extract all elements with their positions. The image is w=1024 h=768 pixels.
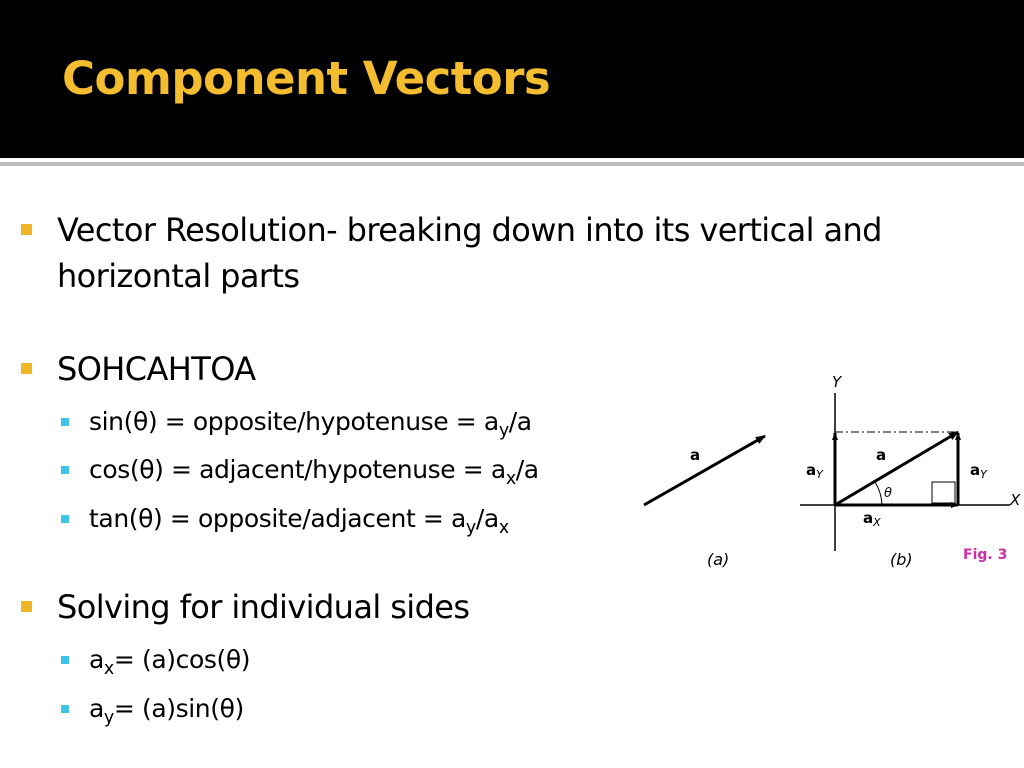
right-angle-marker [932, 482, 955, 503]
theta-label: θ [884, 486, 892, 501]
ay-left-sub: Y [816, 468, 823, 481]
tan-formula-subscript-1: y [465, 518, 476, 539]
subbullet-ax [89, 644, 251, 680]
tan-formula-text: tan(θ) = opposite/adjacent = a [89, 504, 466, 533]
subbullet-square-icon [61, 418, 69, 426]
vector-a-arrow [644, 436, 765, 505]
subbullet-cos [89, 454, 539, 490]
title-divider [0, 162, 1024, 166]
subbullet-square-icon [61, 705, 69, 713]
bullet-text-line2: horizontal parts [57, 257, 300, 295]
cos-formula-subscript: x [505, 469, 516, 490]
vector-diagram [640, 365, 1024, 580]
ay-right-sub: Y [980, 468, 987, 481]
vector-components-figure [640, 365, 1024, 580]
bullet-square-icon [21, 224, 32, 235]
slide-title: Component Vectors [62, 52, 551, 105]
theta-angle-arc [875, 482, 882, 505]
bullet-text: SOHCAHTOA [57, 350, 256, 388]
caption-a: (a) [707, 550, 730, 569]
ay-formula-text: a [89, 694, 104, 723]
sin-formula-text: sin(θ) = opposite/hypotenuse = a [89, 407, 499, 436]
subbullet-square-icon [61, 656, 69, 664]
title-band [0, 0, 1024, 158]
x-axis-label: X [1010, 491, 1021, 509]
tan-formula-mid: /a [475, 504, 499, 533]
tan-formula-subscript-2: x [498, 518, 509, 539]
ax-sub: X [873, 516, 881, 529]
ax-formula-text: a [89, 645, 104, 674]
ay-left-main: a [806, 461, 817, 479]
sin-formula-tail: /a [508, 407, 532, 436]
subbullet-sin [89, 406, 532, 442]
bullet-square-icon [21, 363, 32, 374]
bullet-text: Solving for individual sides [57, 588, 470, 626]
y-axis-label: Y [832, 373, 842, 391]
bullet-square-icon [21, 601, 32, 612]
bullet-vector-resolution-cont [57, 253, 299, 299]
bullet-sohcahtoa [57, 346, 256, 392]
vector-a-b-label: a [876, 446, 887, 464]
subbullet-ay [89, 693, 244, 729]
ay-right-label [970, 461, 988, 481]
fig-label: Fig. 3 [963, 547, 1008, 563]
caption-b: (b) [890, 550, 913, 569]
subbullet-square-icon [61, 515, 69, 523]
vector-a-label: a [690, 446, 701, 464]
vector-a-resultant-arrow [835, 432, 958, 505]
ay-right-main: a [970, 461, 981, 479]
ax-formula-tail: = (a)cos(θ) [113, 645, 251, 674]
ax-main: a [863, 509, 874, 527]
ay-formula-subscript: y [103, 708, 114, 729]
ay-left-label [806, 461, 824, 481]
subbullet-square-icon [61, 466, 69, 474]
sin-formula-subscript: y [498, 421, 509, 442]
cos-formula-tail: /a [515, 455, 539, 484]
ax-formula-subscript: x [103, 659, 114, 680]
ax-label [863, 509, 881, 529]
bullet-text-line1: Vector Resolution- breaking down into its vertical and [57, 211, 882, 249]
bullet-vector-resolution [57, 207, 882, 253]
cos-formula-text: cos(θ) = adjacent/hypotenuse = a [89, 455, 506, 484]
bullet-solving-sides [57, 584, 469, 630]
subbullet-tan [89, 503, 509, 539]
ay-formula-tail: = (a)sin(θ) [113, 694, 244, 723]
